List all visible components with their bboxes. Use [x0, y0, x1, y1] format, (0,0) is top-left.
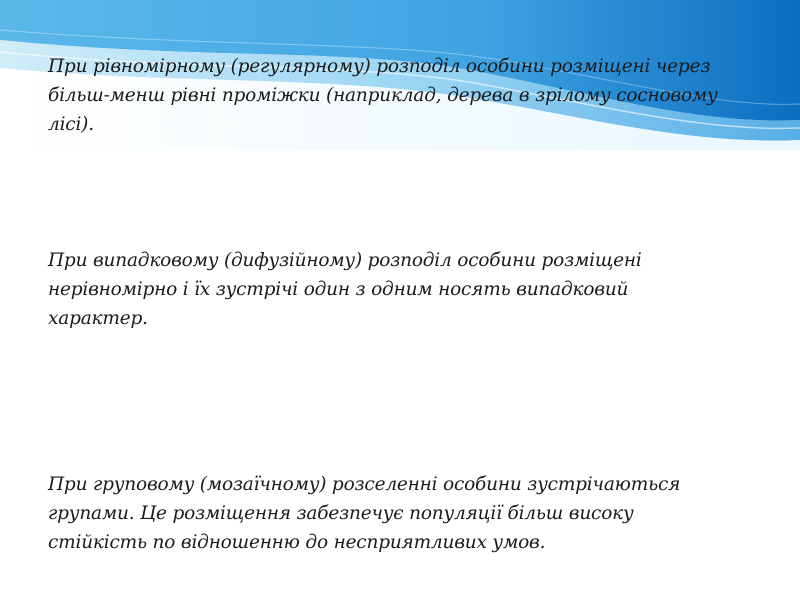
- paragraph-random-distribution: При випадковому (дифузійному) розподіл особини розміщені нерівномірно і їх зустрічі один з одним носять випадковий характер.: [48, 250, 642, 329]
- paragraph-regular-distribution: При рівномірному (регулярному) розподіл особини розміщені через більш-менш рівні проміжки (наприклад, дерева в зрілому сосновому лісі).: [48, 56, 718, 135]
- paragraph-group-distribution: При груповому (мозаїчному) розселенні особини зустрічаються групами. Це розміщення забезпечує популяції більш високу стійкість по відношенню до несприятливих умов.: [48, 474, 681, 553]
